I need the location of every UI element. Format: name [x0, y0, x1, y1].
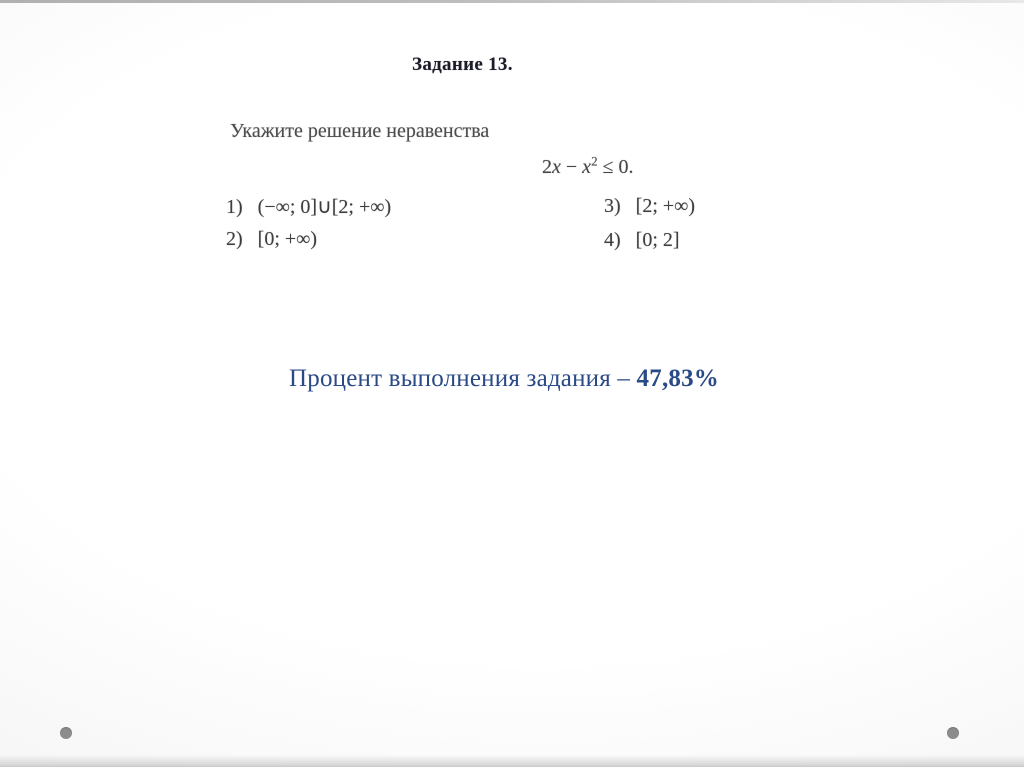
formula-minus: − — [560, 156, 583, 178]
completion-label: Процент выполнения задания – — [289, 365, 637, 392]
answer-option-2 — [226, 228, 317, 251]
problem-image — [218, 110, 730, 310]
problem-prompt: Укажите решение неравенства — [230, 120, 490, 142]
decorative-dot-left — [60, 727, 72, 739]
completion-percentage — [0, 365, 1008, 393]
completion-value: 47,83% — [636, 365, 719, 392]
slide-top-border — [0, 0, 1024, 3]
slide-bottom-border — [0, 755, 1024, 767]
answer-option-1 — [226, 194, 391, 219]
formula-variable: x — [552, 156, 561, 178]
option-interval: [0; +∞) — [257, 228, 318, 250]
inequality-formula — [542, 153, 634, 179]
decorative-dot-right — [947, 727, 959, 739]
formula-coefficient: 2 — [542, 156, 552, 178]
formula-variable: x — [582, 156, 592, 178]
formula-exponent: 2 — [591, 153, 598, 169]
answer-option-4 — [604, 229, 680, 252]
option-interval: [2; +∞) — [635, 195, 696, 217]
option-interval: (−∞; 0]∪[2; +∞) — [257, 196, 392, 218]
formula-relation: ≤ 0. — [597, 156, 634, 178]
answer-option-3 — [604, 195, 695, 218]
option-interval: [0; 2] — [635, 229, 680, 251]
option-number: 2) — [226, 228, 243, 250]
option-number: 4) — [604, 229, 621, 251]
slide-title: Задание 13. — [412, 54, 513, 75]
option-number: 1) — [226, 196, 243, 218]
option-number: 3) — [604, 195, 621, 217]
